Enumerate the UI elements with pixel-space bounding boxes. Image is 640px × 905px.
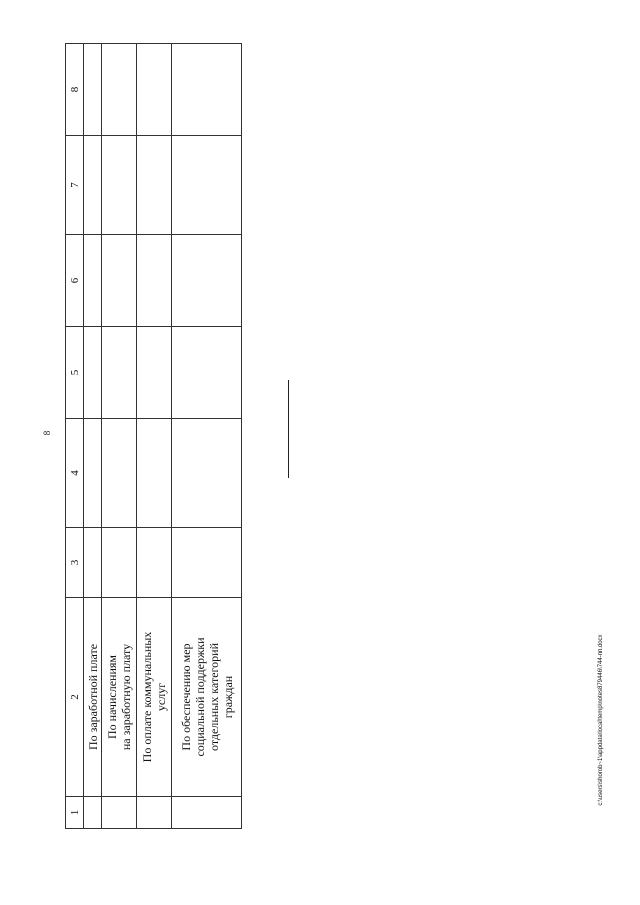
table-row (137, 44, 172, 829)
value-cell (172, 419, 242, 528)
report-table-frame (65, 44, 240, 829)
separator-line (288, 380, 289, 478)
row-number-cell (137, 797, 172, 829)
value-cell (84, 419, 102, 528)
row-label: По оплате коммунальных услуг (140, 631, 168, 763)
value-cell (137, 44, 172, 136)
value-cell (84, 528, 102, 598)
row-label-cell (102, 598, 137, 797)
row-number-cell (84, 797, 102, 829)
row-label: По начислениям на заработную плату (105, 643, 133, 751)
value-cell (84, 235, 102, 327)
file-path-text: c:\users\shorob~1\appdata\local\temp\notes879446\744-пп.docx (598, 634, 604, 806)
row-label: По заработной плате (85, 643, 100, 751)
value-cell (137, 235, 172, 327)
row-label-cell (137, 598, 172, 797)
value-cell (172, 44, 242, 136)
value-cell (102, 528, 137, 598)
column-number-4: 4 (66, 419, 84, 528)
value-cell (102, 136, 137, 235)
row-number-cell (102, 797, 137, 829)
column-number-1: 1 (66, 797, 84, 829)
value-cell (102, 419, 137, 528)
report-table (65, 43, 242, 829)
row-number-cell (172, 797, 242, 829)
row-label: По обеспечению мер социальной поддержки отдельных категорий граждан (178, 637, 235, 757)
value-cell (102, 235, 137, 327)
row-label-cell (172, 598, 242, 797)
column-number-7: 7 (66, 136, 84, 235)
table-row (102, 44, 137, 829)
value-cell (102, 327, 137, 419)
column-number-5: 5 (66, 327, 84, 419)
page-number: 8 (42, 430, 52, 436)
file-path-footer (595, 610, 607, 830)
table-row (172, 44, 242, 829)
row-label-cell (84, 598, 102, 797)
value-cell (137, 327, 172, 419)
value-cell (172, 235, 242, 327)
value-cell (137, 136, 172, 235)
table-row (84, 44, 102, 829)
value-cell (137, 528, 172, 598)
value-cell (84, 44, 102, 136)
value-cell (172, 528, 242, 598)
column-number-2: 2 (66, 598, 84, 797)
column-number-3: 3 (66, 528, 84, 598)
value-cell (172, 136, 242, 235)
value-cell (84, 136, 102, 235)
value-cell (102, 44, 137, 136)
column-number-6: 6 (66, 235, 84, 327)
value-cell (84, 327, 102, 419)
value-cell (137, 419, 172, 528)
column-number-8: 8 (66, 44, 84, 136)
table-header-row (66, 44, 84, 829)
value-cell (172, 327, 242, 419)
